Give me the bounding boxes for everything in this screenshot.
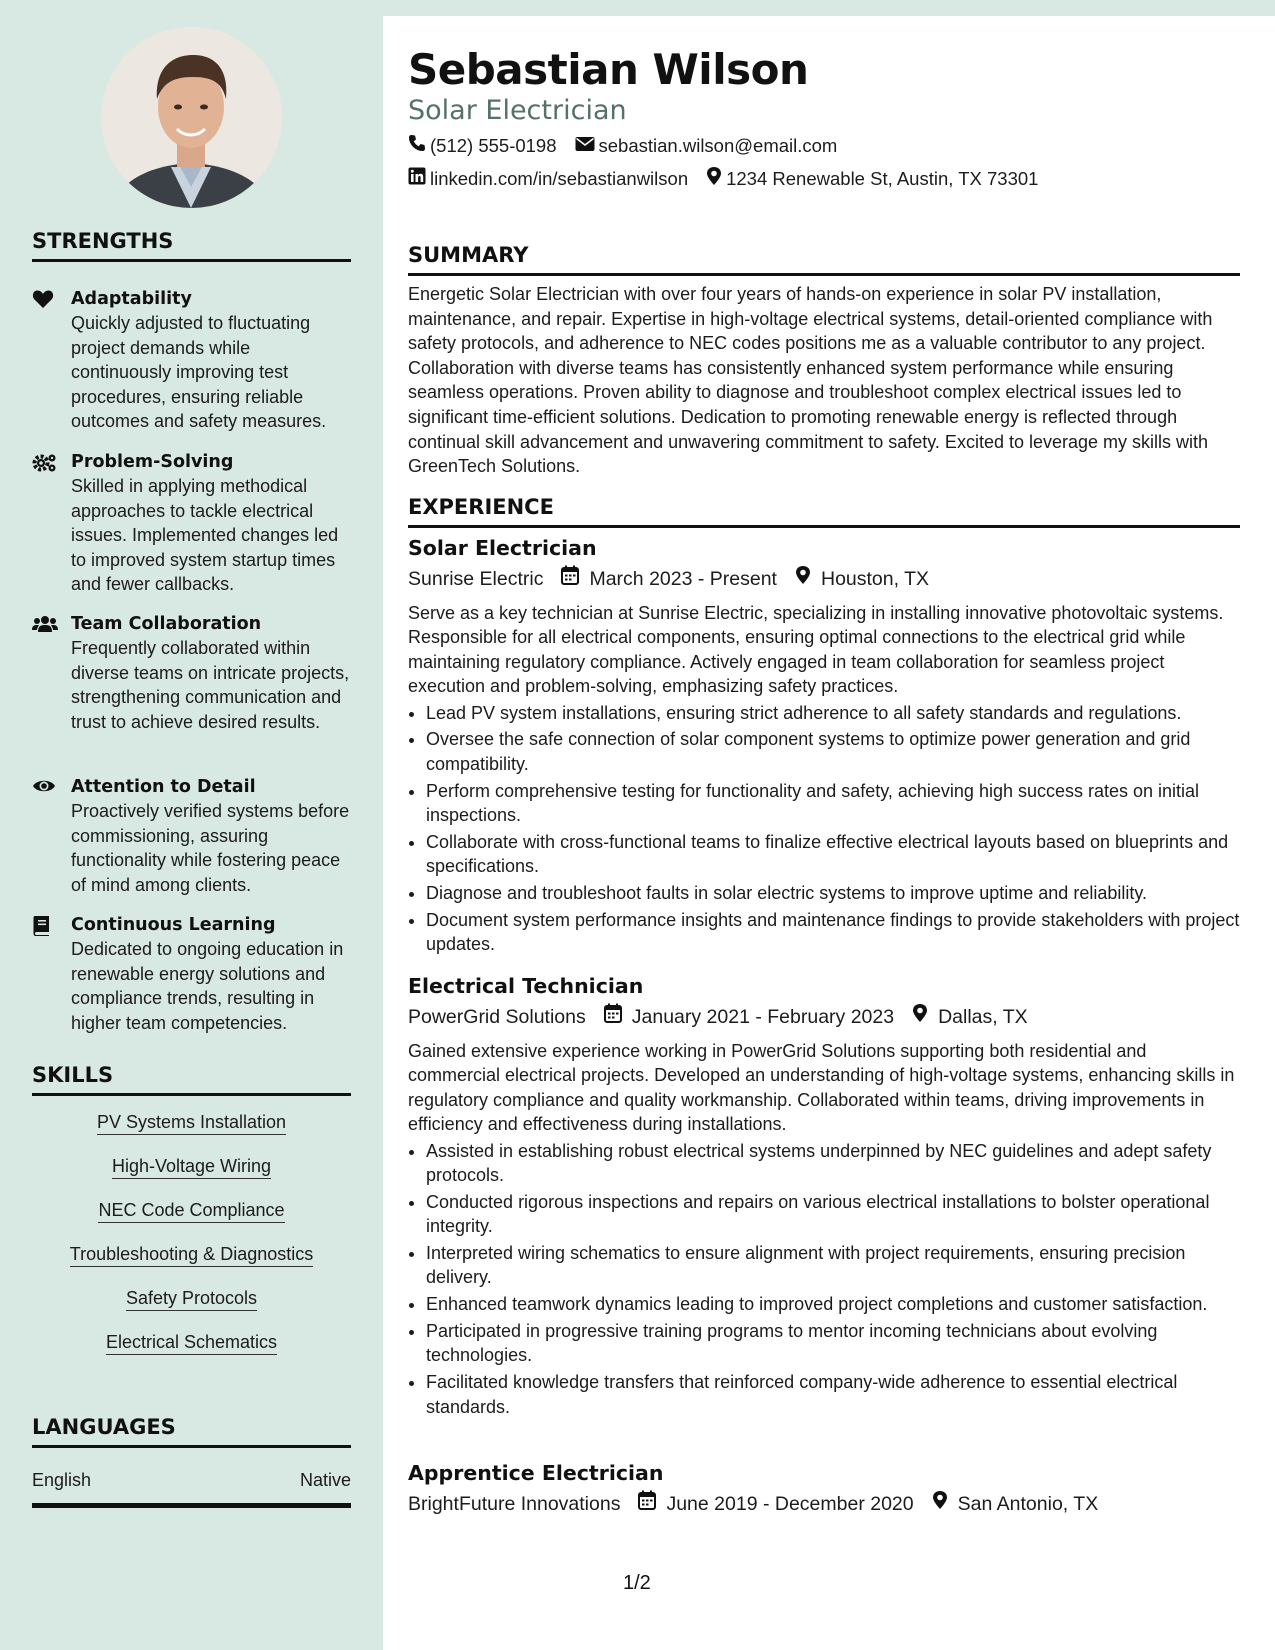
languages-heading: LANGUAGES bbox=[32, 1415, 351, 1448]
job-description: Serve as a key technician at Sunrise Electric, specializing in installing innovative photovoltaic systems. Responsible for all electrical components, ensuring optimal connections to the electrical grid while maintaining regulatory compliance. Actively engaged in team collaboration for seamless project execution and problem-solving, emphasizing safety practices. bbox=[408, 603, 1224, 697]
map-pin-icon bbox=[912, 1002, 938, 1032]
skills-heading: SKILLS bbox=[32, 1063, 351, 1096]
calendar-icon bbox=[604, 1002, 632, 1032]
page-number: 1/2 bbox=[623, 1572, 651, 1594]
language-level: Native bbox=[299, 1470, 351, 1490]
phone-contact bbox=[408, 134, 557, 158]
job-bullet: • Collaborate with cross-functional teams to finalize effective electrical layouts based on blueprints and specifications. bbox=[426, 830, 1240, 879]
candidate-name: Sebastian Wilson bbox=[408, 45, 809, 94]
envelope-icon bbox=[575, 134, 599, 158]
job-bullets bbox=[408, 701, 1240, 957]
job-company: BrightFuture Innovations bbox=[408, 1493, 621, 1515]
email-contact bbox=[575, 134, 838, 158]
strength-title: Team Collaboration bbox=[71, 614, 262, 634]
avatar bbox=[101, 27, 282, 208]
job-meta bbox=[408, 1489, 1240, 1519]
experience-heading: EXPERIENCE bbox=[408, 495, 1240, 528]
strength-attention-to-detail bbox=[32, 775, 352, 897]
skill-item: PV Systems Installation bbox=[97, 1110, 286, 1135]
job-location-text: Dallas, TX bbox=[938, 1006, 1028, 1028]
strength-title: Adaptability bbox=[71, 289, 192, 309]
job-dates-text: March 2023 - Present bbox=[589, 568, 777, 590]
skill-item: High-Voltage Wiring bbox=[112, 1154, 271, 1179]
job-bullet: • Perform comprehensive testing for functionality and safety, achieving high success rates on initial inspections. bbox=[426, 779, 1240, 828]
job-location-text: San Antonio, TX bbox=[957, 1493, 1099, 1515]
phone-icon bbox=[408, 134, 430, 158]
job-bullet: • Oversee the safe connection of solar component systems to optimize power generation and grid compatibility. bbox=[426, 727, 1240, 776]
strength-title: Continuous Learning bbox=[71, 915, 276, 935]
summary-text: Energetic Solar Electrician with over four years of hands-on experience in solar PV installation, maintenance, and repair. Expertise in high-voltage electrical systems, detail-oriented compliance with safety protocols, and adherence to NEC codes positions me as a valuable contributor to any project. Collaboration with diverse teams has consistently enhanced system performance while ensuring seamless operations. Proven ability to diagnose and troubleshoot complex electrical issues led to significant time-efficient solutions. Dedication to promoting renewable energy is reflected through continual skill advancement and unwavering commitment to safety. Excited to leverage my skills with GreenTech Solutions. bbox=[408, 284, 1213, 477]
heart-icon bbox=[32, 289, 56, 311]
calendar-icon bbox=[561, 564, 589, 594]
candidate-role: Solar Electrician bbox=[408, 95, 627, 126]
job-meta bbox=[408, 1002, 1240, 1032]
strength-desc: Skilled in applying methodical approaches to tackle electrical issues. Implemented changes led to improved system startup times and fewer callbacks. bbox=[71, 476, 339, 595]
strengths-heading: STRENGTHS bbox=[32, 229, 351, 262]
linkedin-icon bbox=[408, 167, 430, 191]
job-bullet: • Lead PV system installations, ensuring strict adherence to all safety standards and regulations. bbox=[426, 701, 1240, 725]
strength-desc: Proactively verified systems before commissioning, assuring functionality while fostering peace of mind among clients. bbox=[71, 801, 350, 895]
job-meta bbox=[408, 564, 1240, 594]
job-title: Apprentice Electrician bbox=[408, 1461, 664, 1485]
job-bullet: • Assisted in establishing robust electrical systems underpinned by NEC guidelines and adept safety protocols. bbox=[426, 1139, 1240, 1188]
job-location-text: Houston, TX bbox=[820, 568, 930, 590]
strength-title: Problem-Solving bbox=[71, 452, 234, 472]
gears-icon bbox=[32, 452, 56, 474]
language-name: English bbox=[32, 1470, 92, 1490]
eye-icon bbox=[32, 777, 56, 799]
job-bullet: • Participated in progressive training programs to mentor incoming technicians about evolving technologies. bbox=[426, 1319, 1240, 1368]
skill-item: Safety Protocols bbox=[126, 1286, 257, 1311]
job-bullet: • Enhanced teamwork dynamics leading to improved project completions and customer satisfaction. bbox=[426, 1292, 1240, 1316]
job-description: Gained extensive experience working in PowerGrid Solutions supporting both residential and commercial electrical projects. Developed an understanding of high-voltage systems, enhancing skills in regulatory compliance and quality workmanship. Collaborated within teams, driving improvements in efficiency and effectiveness during installations. bbox=[408, 1041, 1235, 1135]
job-bullet: • Conducted rigorous inspections and repairs on various electrical installations to bolster operational integrity. bbox=[426, 1190, 1240, 1239]
job-dates-text: June 2019 - December 2020 bbox=[666, 1493, 914, 1515]
strength-continuous-learning bbox=[32, 913, 352, 1035]
email-text[interactable]: sebastian.wilson@email.com bbox=[598, 135, 838, 156]
language-row bbox=[32, 1470, 351, 1508]
job-bullet: • Document system performance insights and maintenance findings to provide stakeholders with project updates. bbox=[426, 908, 1240, 957]
map-pin-icon bbox=[795, 564, 821, 594]
job-entry bbox=[408, 1459, 1240, 1519]
job-dates bbox=[561, 564, 777, 594]
contact-row-2 bbox=[408, 166, 1056, 192]
strength-desc: Dedicated to ongoing education in renewable energy solutions and compliance trends, resulting in higher team competencies. bbox=[71, 939, 344, 1033]
job-bullet: • Diagnose and troubleshoot faults in solar electric systems to improve uptime and reliability. bbox=[426, 881, 1240, 905]
strength-team-collaboration bbox=[32, 612, 352, 734]
job-dates bbox=[604, 1002, 894, 1032]
job-entry bbox=[408, 972, 1240, 1421]
book-icon bbox=[32, 915, 56, 937]
job-entry bbox=[408, 534, 1240, 959]
users-icon bbox=[32, 614, 56, 636]
contact-row-1 bbox=[408, 134, 855, 158]
skills-list bbox=[32, 1110, 351, 1374]
sidebar bbox=[0, 0, 383, 1650]
job-location bbox=[795, 564, 929, 594]
strength-problem-solving bbox=[32, 450, 352, 597]
skill-item: Electrical Schematics bbox=[106, 1330, 277, 1355]
phone-text[interactable]: (512) 555-0198 bbox=[430, 135, 557, 156]
job-dates-text: January 2021 - February 2023 bbox=[631, 1006, 895, 1028]
job-bullet: • Facilitated knowledge transfers that reinforced company-wide adherence to essential electrical standards. bbox=[426, 1370, 1240, 1419]
job-title: Solar Electrician bbox=[408, 536, 597, 560]
linkedin-contact bbox=[408, 167, 688, 191]
calendar-icon bbox=[638, 1489, 666, 1519]
job-location bbox=[912, 1002, 1028, 1032]
strength-desc: Quickly adjusted to fluctuating project demands while continuously improving test procedures, ensuring reliable outcomes and safety measures. bbox=[71, 313, 327, 432]
strength-title: Attention to Detail bbox=[71, 777, 256, 797]
linkedin-text[interactable]: linkedin.com/in/sebastianwilson bbox=[430, 168, 689, 189]
address-contact bbox=[706, 166, 1038, 192]
job-dates bbox=[638, 1489, 913, 1519]
map-pin-icon bbox=[932, 1489, 958, 1519]
summary-heading: SUMMARY bbox=[408, 243, 1240, 276]
job-location bbox=[932, 1489, 1099, 1519]
map-pin-icon bbox=[706, 166, 726, 192]
strength-desc: Frequently collaborated within diverse teams on intricate projects, strengthening communication and trust to achieve desired results. bbox=[71, 638, 350, 732]
address-text: 1234 Renewable St, Austin, TX 73301 bbox=[726, 168, 1039, 189]
strength-adaptability bbox=[32, 287, 352, 434]
job-title: Electrical Technician bbox=[408, 974, 644, 998]
skill-item: Troubleshooting & Diagnostics bbox=[70, 1242, 313, 1267]
job-bullets bbox=[408, 1139, 1240, 1419]
job-company: Sunrise Electric bbox=[408, 568, 544, 590]
job-bullet: • Interpreted wiring schematics to ensure alignment with project requirements, ensuring precision delivery. bbox=[426, 1241, 1240, 1290]
job-company: PowerGrid Solutions bbox=[408, 1006, 586, 1028]
skill-item: NEC Code Compliance bbox=[98, 1198, 284, 1223]
